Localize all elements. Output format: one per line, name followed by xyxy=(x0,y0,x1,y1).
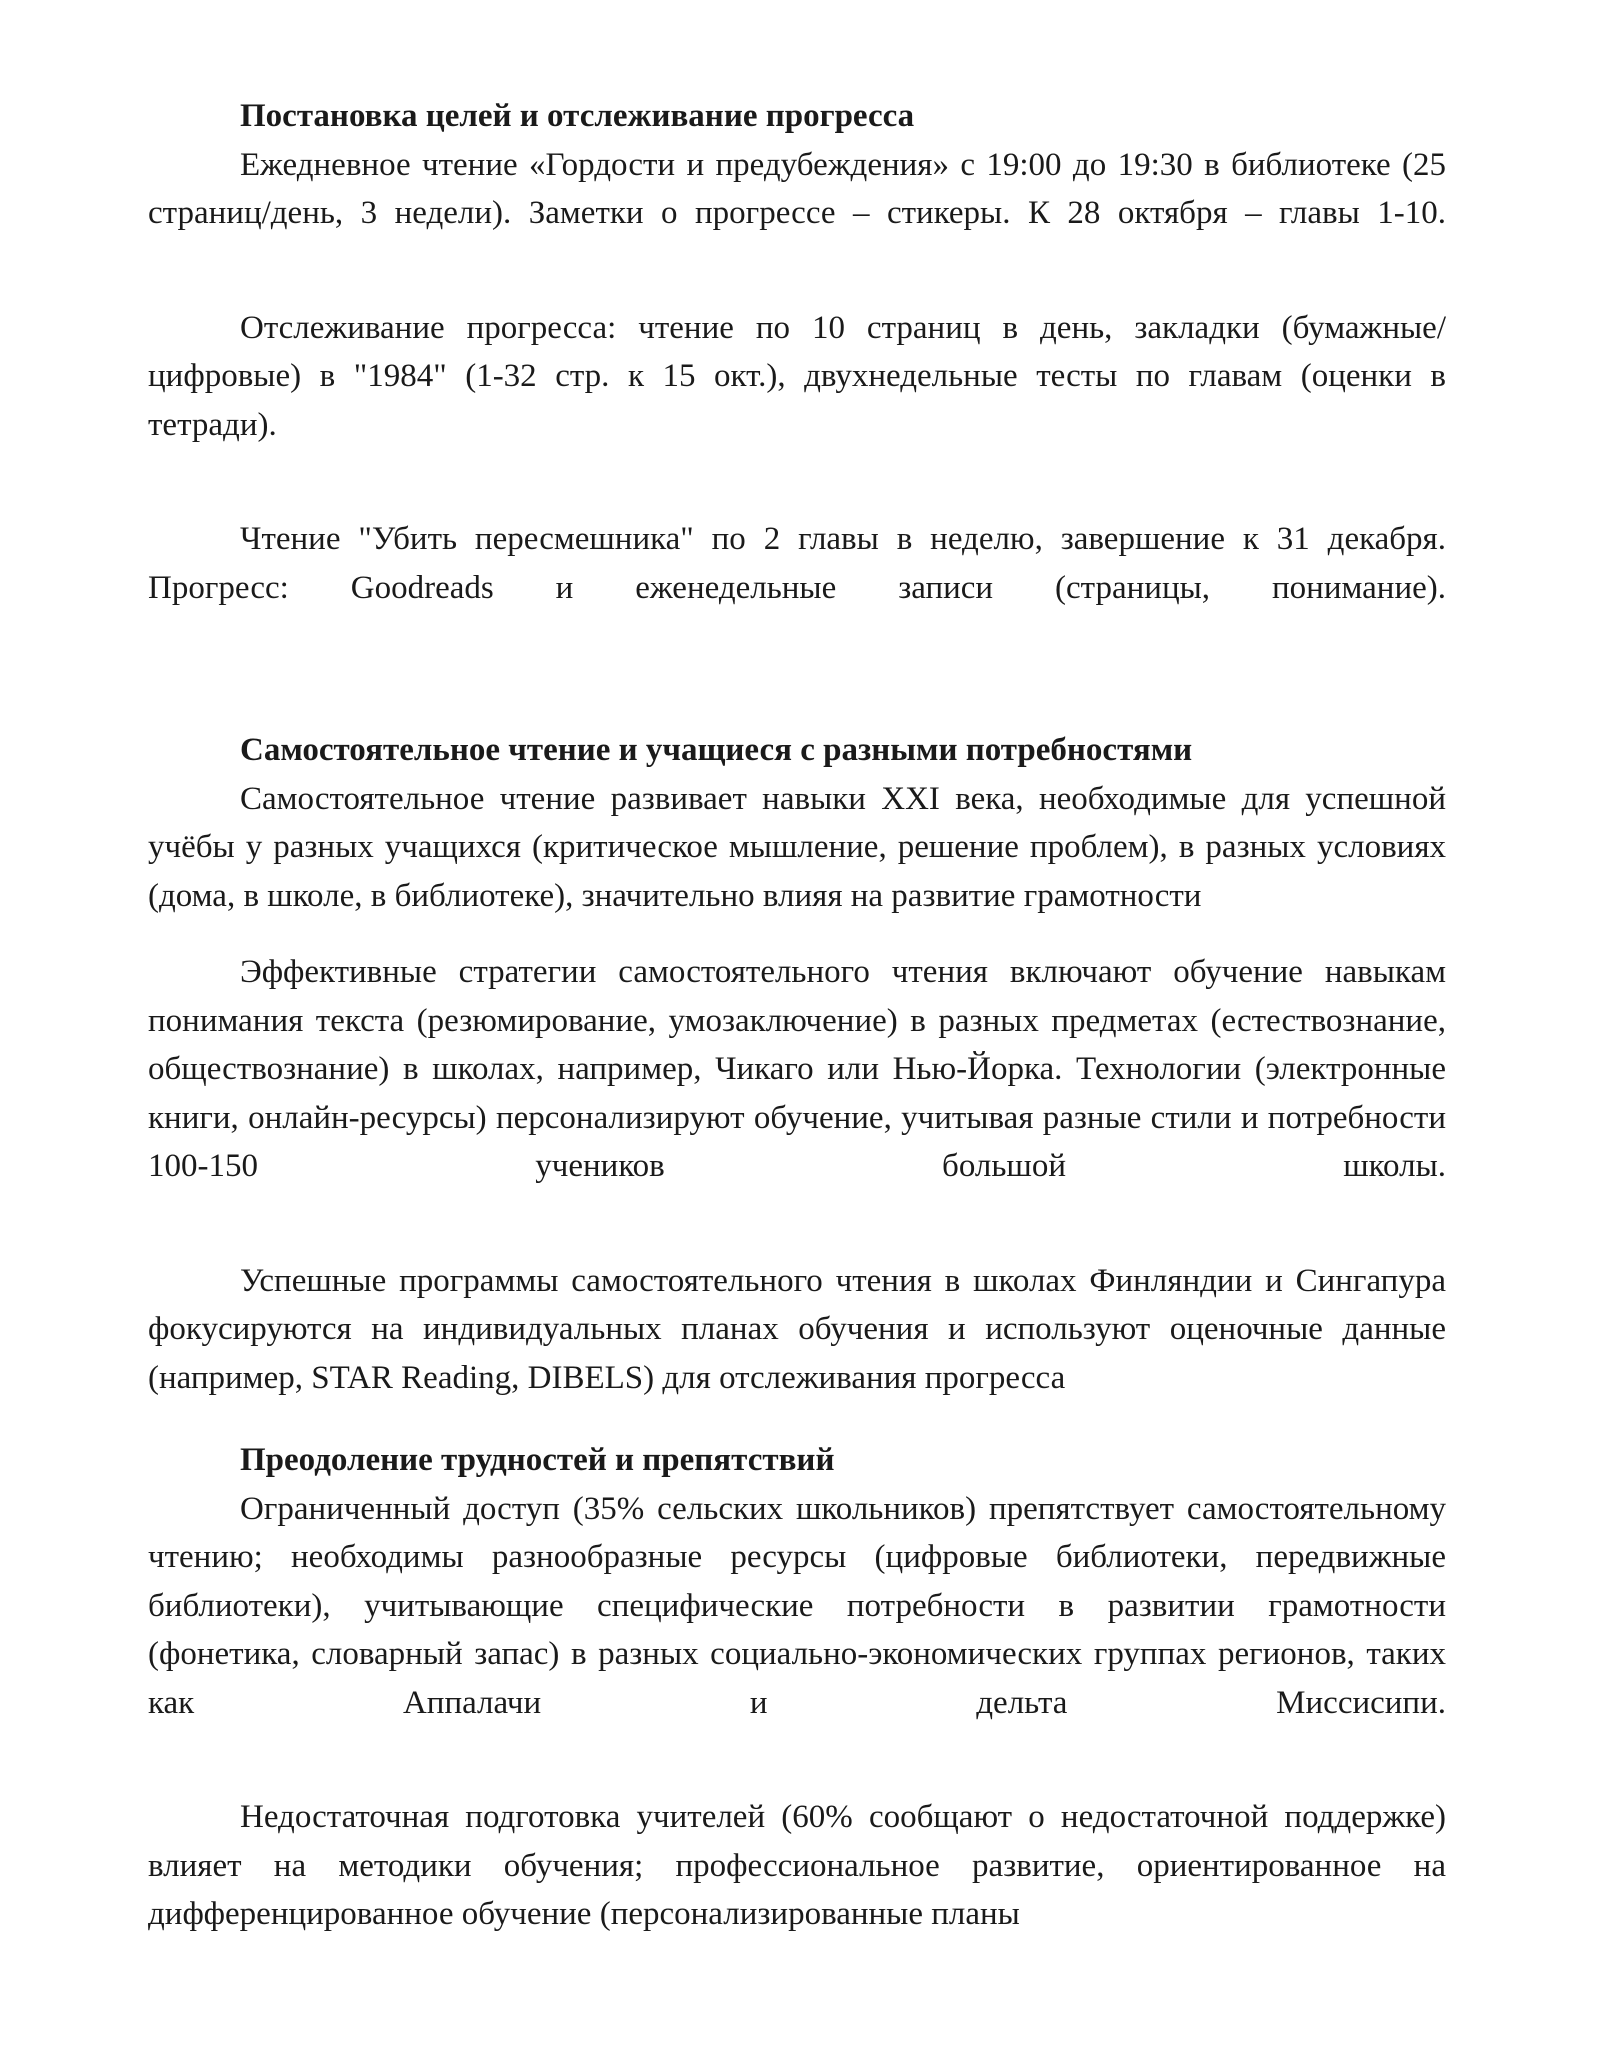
spacer xyxy=(148,449,1446,515)
spacer xyxy=(148,1727,1446,1793)
section-heading-independent-reading: Самостоятельное чтение и учащиеся с разными потребностями xyxy=(240,732,1193,768)
section-heading-overcoming-difficulties: Преодоление трудностей и препятствий xyxy=(240,1442,835,1478)
paragraph: Ограниченный доступ (35% сельских школьников) препятствует самостоятельному чтению; необходимы разнообразные ресурсы (цифровые библиотеки, передвижные библиотеки), учитывающие специфические потребности в развитии грамотности (фонетика, словарный запас) в разных социально-экономических группах регионов, таких как Аппалачи и дельта Миссисипи. xyxy=(148,1490,1446,1721)
paragraph: Эффективные стратегии самостоятельного чтения включают обучение навыкам понимания текста (резюмирование, умозаключение) в разных предметах (естествознание, обществознание) в школах, например, Чикаго или Нью-Йорка. Технологии (электронные книги, онлайн-ресурсы) персонализируют обучение, учитывая разные стили и потребности 100-150 учеников большой школы. xyxy=(148,954,1446,1184)
document-page xyxy=(148,92,1446,1939)
spacer xyxy=(148,920,1446,948)
paragraph: Отслеживание прогресса: чтение по 10 страниц в день, закладки (бумажные/цифровые) в "1984" (1-32 стр. к 15 окт.), двухнедельные тесты по главам (оценки в тетради). xyxy=(148,309,1446,443)
spacer xyxy=(148,238,1446,304)
spacer xyxy=(148,612,1446,726)
spacer xyxy=(148,1402,1446,1436)
paragraph: Недостаточная подготовка учителей (60% сообщают о недостаточной поддержке) влияет на методики обучения; профессиональное развитие, ориентированное на дифференцированное обучение (персонализированные планы xyxy=(148,1799,1446,1932)
paragraph: Ежедневное чтение «Гордости и предубеждения» с 19:00 до 19:30 в библиотеке (25 страниц/день, 3 недели). Заметки о прогрессе – стикеры. К 28 октября – главы 1-10. xyxy=(148,146,1446,231)
paragraph: Чтение "Убить пересмешника" по 2 главы в неделю, завершение к 31 декабря. Прогресс: Goodreads и еженедельные записи (страницы, понимание). xyxy=(148,521,1446,606)
paragraph: Самостоятельное чтение развивает навыки XXI века, необходимые для успешной учёбы у разных учащихся (критическое мышление, решение проблем), в разных условиях (дома, в школе, в библиотеке), значительно влияя на развитие грамотности xyxy=(148,780,1446,914)
paragraph: Успешные программы самостоятельного чтения в школах Финляндии и Сингапура фокусируются на индивидуальных планах обучения и используют оценочные данные (например, STAR Reading, DIBELS) для отслеживания прогресса xyxy=(148,1262,1446,1396)
section-heading-goals: Постановка целей и отслеживание прогресса xyxy=(240,98,915,134)
spacer xyxy=(148,1191,1446,1257)
